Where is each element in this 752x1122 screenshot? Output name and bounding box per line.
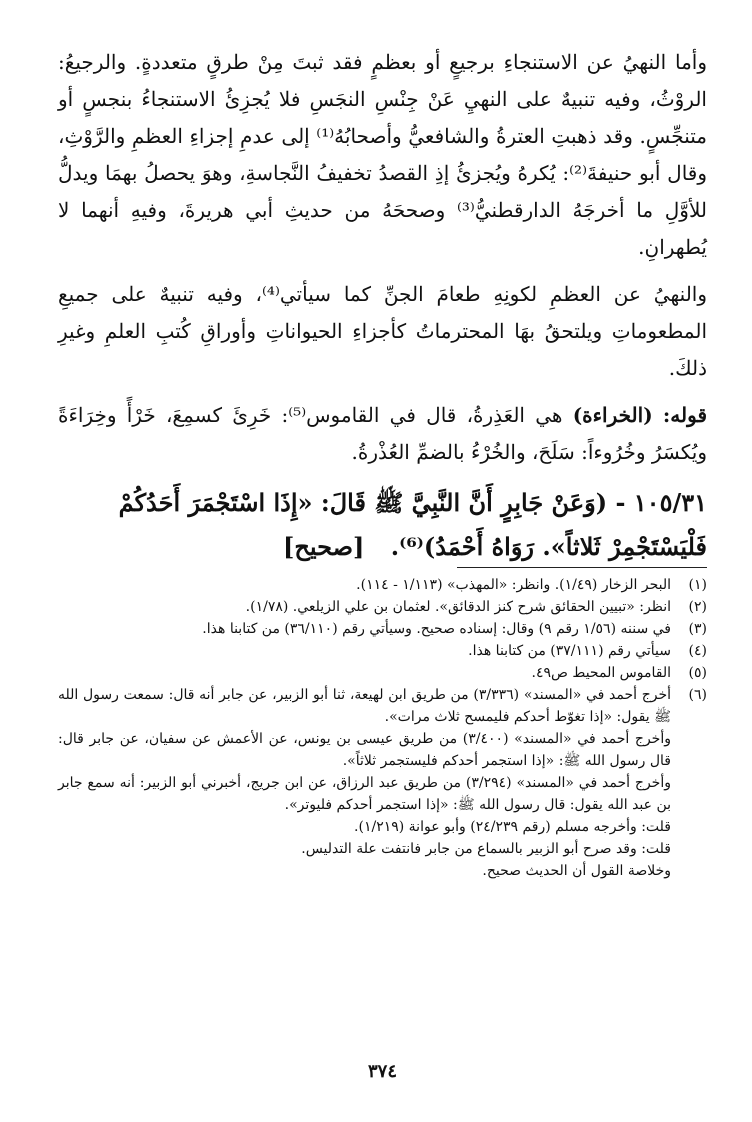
- footnotes: [58, 574, 707, 882]
- hadith-text: (وَعَنْ جَابِرٍ أَنَّ النَّبِيَّ ﷺ قَالَ: «إِذَا اسْتَجْمَرَ أَحَدُكُمْ فَلْيَسْتَجْمِرْ ثَلاثاً». رَوَاهُ أَحْمَدُ)⁽⁶⁾.: [118, 488, 707, 561]
- footnote-text: سيأتي رقم (٣٧/١١١) من كتابنا هذا.: [468, 643, 671, 659]
- footnote-text: في سننه (١/٥٦ رقم ٩) وقال: إسناده صحيح. وسيأتي رقم (٣٦/١١٠) من كتابنا هذا.: [202, 621, 671, 637]
- footnote-text: قلت: وأخرجه مسلم (رقم ٢٤/٢٣٩) وأبو عوانة (١/٢١٩).: [354, 819, 671, 835]
- footnote-2: [58, 596, 707, 618]
- footnote-separator: [457, 567, 707, 568]
- hadith-grade: [صحيح]: [283, 532, 365, 561]
- footnote-number: (٣): [688, 621, 707, 637]
- footnote-text: القاموس المحيط ص٤٩.: [531, 665, 671, 681]
- footnote-number: (٢): [688, 599, 707, 615]
- footnote-text: وخلاصة القول أن الحديث صحيح.: [482, 863, 671, 879]
- document-page: [58, 44, 707, 1082]
- footnote-1: [58, 574, 707, 596]
- footnote-number: (٦): [688, 687, 707, 703]
- footnote-number: (٤): [688, 643, 707, 659]
- qawluh-term: (الخراءة): [572, 403, 653, 427]
- footnote-5: [58, 662, 707, 684]
- hadith-block: [58, 481, 707, 569]
- qawluh-paragraph: [58, 397, 707, 471]
- footnote-text: وأخرج أحمد في «المسند» (٣/٤٠٠) من طريق عيسى بن يونس، عن الأعمش عن سفيان، عن جابر قال: قال رسول الله ﷺ: «إذا استجمر أحدكم فليستجمر ثلاثاً».: [58, 731, 671, 769]
- main-text: [58, 44, 707, 471]
- footnote-text: قلت: وقد صرح أبو الزبير بالسماع من جابر فانتفت علة التدليس.: [301, 841, 671, 857]
- footnote-text: وأخرج أحمد في «المسند» (٣/٢٩٤) من طريق عبد الرزاق، عن ابن جريج، أخبرني أبو الزبير: أنه سمع جابر بن عبد الله يقول: قال رسول الله ﷺ: «إذا استجمر أحدكم فليوتر».: [58, 775, 671, 813]
- footnote-6: [58, 684, 707, 882]
- paragraph-1: وأما النهيُ عن الاستنجاءِ برجيعٍ أو بعظمٍ فقد ثبتَ مِنْ طرقٍ متعددةٍ. والرجيعُ: الروْثُ، وفيه تنبيهٌ على النهيِ عَنْ جِنْسِ النجَسِ فلا يُجزِئُ الاستنجاءُ بنجسٍ أو متنجِّسٍ. وقد ذهبتِ العترةُ والشافعيُّ وأصحابُهُ⁽¹⁾ إلى عدمِ إجزاءِ العظمِ والرَّوْثِ، وقال أبو حنيفةَ⁽²⁾: يُكرهُ ويُجزئُ إذِ القصدُ تخفيفُ النَّجاسةِ، وهوَ يحصلُ بهمَا ويدلُّ للأوَّلِ ما أخرجَهُ الدارقطنيُّ⁽³⁾ وصححَهُ من حديثِ أبي هريرةَ، وفيهِ أنهما لا يُطهرانِ.: [58, 50, 708, 259]
- footnote-number: (١): [688, 577, 707, 593]
- qawluh-text: هي العَذِرةُ، قال في القاموس⁽⁵⁾: خَرِئَ كسمِعَ، خَرْأً وخِرَاءَةً ويُكسَرُ وخُرُوءاً: سَلَحَ، والخُرْءُ بالضمِّ العُذْرةُ.: [58, 403, 707, 464]
- page-number: ٣٧٤: [367, 1061, 397, 1082]
- footnote-number: (٥): [688, 665, 707, 681]
- footnote-text: انظر: «تبيين الحقائق شرح كنز الدقائق». لعثمان بن علي الزيلعي. (١/٧٨).: [245, 599, 671, 615]
- footnote-text: البحر الزخار (١/٤٩). وانظر: «المهذب» (١/١١٣ - ١١٤).: [356, 577, 671, 593]
- footnote-text: أخرج أحمد في «المسند» (٣/٣٣٦) من طريق ابن لهيعة، ثنا أبو الزبير، عن جابر أنه قال: سمعت رسول الله ﷺ يقول: «إذا تغوّط أحدكم فليمسح ثلاث مرات».: [58, 687, 672, 725]
- paragraph-2: والنهيُ عن العظمِ لكونِهِ طعامَ الجنِّ كما سيأتي⁽⁴⁾، وفيه تنبيهٌ على جميعِ المطعوماتِ ويلتحقُ بهَا المحترماتُ كأجزاءِ الحيواناتِ وأوراقِ كُتبِ العلمِ وغيرِ ذلكَ.: [58, 282, 708, 380]
- qawluh-label: قوله:: [662, 403, 708, 427]
- footnote-3: [58, 618, 707, 640]
- hadith-number: ١٠٥/٣١ -: [615, 488, 707, 517]
- footnote-4: [58, 640, 707, 662]
